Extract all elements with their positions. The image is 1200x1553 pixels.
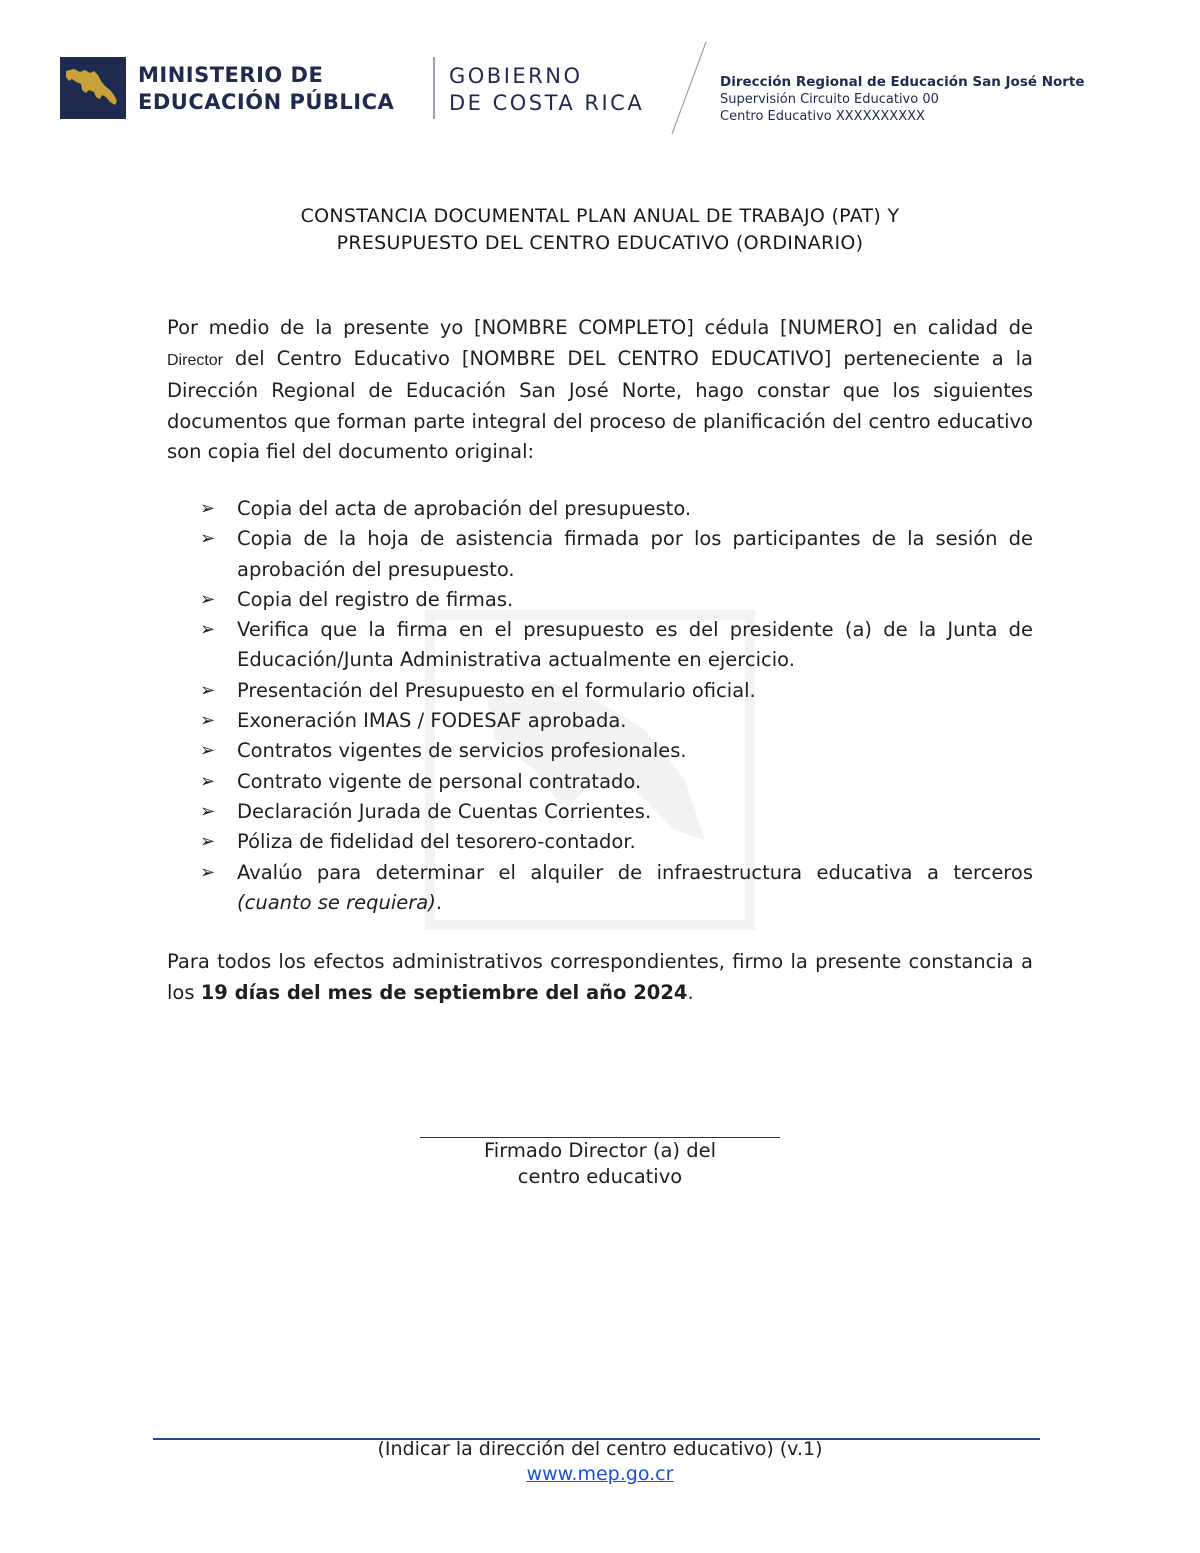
government-line2: DE COSTA RICA [449,91,645,115]
list-item-text: Exoneración IMAS / FODESAF aprobada. [237,709,627,733]
arrowhead-bullet-icon: ➢ [200,770,216,792]
closing-text: Para todos los efectos administrativos correspondientes, firmo la presente constancia a los [167,950,1033,1004]
ministry-line2: EDUCACIÓN PÚBLICA [138,90,395,114]
list-item [200,615,1033,676]
ministry-name [138,62,394,116]
document-checklist [200,494,1033,918]
arrowhead-bullet-icon: ➢ [200,800,216,822]
regional-office-block [720,74,1085,125]
arrowhead-bullet-icon: ➢ [200,861,216,883]
school-name: Centro Educativo XXXXXXXXXX [720,109,925,124]
government-line1: GOBIERNO [449,64,583,88]
website-link[interactable]: www.mep.go.cr [526,1463,674,1485]
list-item [200,494,1033,524]
footer-address-note: (Indicar la dirección del centro educativo) (v.1) [377,1438,823,1460]
list-item-note: (cuanto se requiera) [237,890,436,914]
list-item [200,706,1033,736]
arrowhead-bullet-icon: ➢ [200,679,216,701]
closing-period: . [687,980,694,1004]
closing-date: 19 días del mes de septiembre del año 2024 [200,980,688,1004]
signature-line1: Firmado Director (a) del [483,1139,717,1162]
list-item [200,585,1033,615]
list-item [200,827,1033,857]
signature-block [400,1138,800,1190]
list-item-text: Declaración Jurada de Cuentas Corrientes. [237,799,652,823]
arrowhead-bullet-icon: ➢ [200,498,216,519]
intro-text-end: del Centro Educativo [NOMBRE DEL CENTRO EDUCATIVO] perteneciente a la Dirección Regional de Educación San José Norte, hago constar que los siguientes documentos que forman parte integral del proceso de planificación del centro educativo son copia fiel del documento original: [167,346,1033,463]
closing-paragraph [167,947,1033,1008]
list-item [200,767,1033,797]
list-item-text: Copia de la hoja de asistencia firmada por los participantes de la sesión de aprobación del presupuesto. [237,527,1033,581]
list-item-text: Presentación del Presupuesto en el formulario oficial. [237,678,756,702]
arrowhead-bullet-icon: ➢ [200,528,216,550]
list-item [200,524,1033,585]
header-divider [433,57,435,119]
list-item-text: Contrato vigente de personal contratado. [237,769,642,793]
intro-text-start: Por medio de la presente yo [NOMBRE COMPLETO] cédula [NUMERO] en calidad de [167,316,1033,339]
arrowhead-bullet-icon: ➢ [200,710,216,732]
government-name [449,63,644,117]
list-item-text: Avalúo para determinar el alquiler de infraestructura educativa a terceros [237,860,1033,884]
header-slash-divider [668,40,708,136]
list-item-text: Contratos vigentes de servicios profesionales. [237,739,687,763]
intro-role: Director [167,351,224,369]
ministry-logo [60,57,126,119]
list-item-text: Verifica que la firma en el presupuesto es del presidente (a) de la Junta de Educación/Junta Administrativa actualmente en ejercicio. [237,618,1033,672]
arrowhead-bullet-icon: ➢ [200,619,216,641]
list-item-text: Póliza de fidelidad del tesorero-contador. [237,830,636,854]
title-line1: CONSTANCIA DOCUMENTAL PLAN ANUAL DE TRABAJO (PAT) Y [300,205,900,227]
list-item [200,736,1033,766]
ministry-line1: MINISTERIO DE [138,63,324,87]
supervision-circuit: Supervisión Circuito Educativo 00 [720,92,939,107]
intro-paragraph [167,313,1033,468]
arrowhead-bullet-icon: ➢ [200,831,216,853]
list-item-text: Copia del acta de aprobación del presupuesto. [237,497,692,520]
regional-office: Dirección Regional de Educación San José Norte [720,74,1085,90]
list-item-text: Copia del registro de firmas. [237,587,514,611]
document-title [150,203,1050,257]
arrowhead-bullet-icon: ➢ [200,740,216,762]
list-item-period: . [435,890,443,914]
title-line2: PRESUPUESTO DEL CENTRO EDUCATIVO (ORDINARIO) [336,232,864,254]
list-item [200,797,1033,827]
arrowhead-bullet-icon: ➢ [200,588,216,610]
list-item [200,858,1033,919]
footer-link-row [0,1461,1200,1487]
list-item [200,676,1033,706]
signature-line2: centro educativo [517,1165,683,1188]
costa-rica-map-icon [60,57,126,119]
